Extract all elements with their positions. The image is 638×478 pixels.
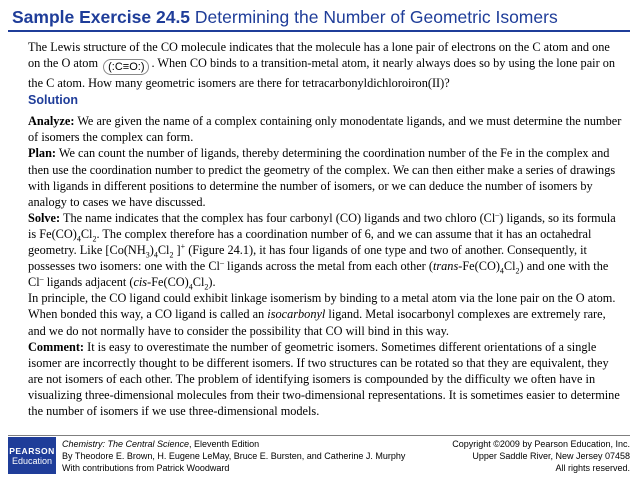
principle-paragraph: In principle, the CO ligand could exhibit linkage isomerism by binding to a metal atom via the lone pair on the O atom. When bonded this way, a CO ligand is called an isocarbonyl ligand. Metal isocarbonyl complexes are extremely rare, and we do not normally have to consider the possibility that CO will bind in this way.: [28, 291, 616, 338]
solve-paragraph: Solve: The name indicates that the complex has four carbonyl (CO) ligands and two chloro (Cl–) ligands, so its formula is $Fe(CO)_4Cl_2$. The complex therefore has a coordination number of 6, and we can assume that it has an octahedral geometry. Like [$Co(NH_3)_4Cl_2$ ]+ (Figure 24.1), it has four ligands of one type and two of another. Consequently, it possesses two isomers: one with the Cl– ligands across the metal from each other $(trans-Fe(CO)_4Cl_2)$ and one with the Cl– ligands adjacent $(cis-Fe(CO)_4Cl_2)$.: [28, 209, 616, 292]
comment-paragraph: Comment: It is easy to overestimate the number of geometric isomers. Sometimes different orientations of a single isomer are incorrectly thought to be different isomers. If two structures can be rotated so that they are equivalent, they are not isomers of each other. The problem of identifying isomers is compounded by the difficulty we often have in visualizing three-dimensional molecules from their two-dimensional representations. It is sometimes easier to determine the number of isomers if we use three-dimensional models.: [28, 339, 620, 418]
analyze-paragraph: Analyze: We are given the name of a complex containing only monodentate ligands, and we must determine the number of isomers the complex can form.: [28, 114, 622, 145]
footer-divider: [8, 435, 630, 436]
book-citation: Chemistry: The Central Science, Eleventh Edition By Theodore E. Brown, H. Eugene LeMay, Bruce E. Bursten, and Catherine J. Murphy With contributions from Patrick Woodward: [62, 439, 406, 473]
slide-title: [12, 7, 628, 28]
slide-body: [28, 39, 624, 419]
exercise-number: Sample Exercise 24.5: [12, 7, 191, 27]
exercise-title: Determining the Number of Geometric Isomers: [194, 7, 558, 27]
solution-heading: Solution: [28, 93, 78, 108]
pearson-logo: PEARSON Education: [8, 437, 56, 474]
copyright-notice: Copyright ©2009 by Pearson Education, Inc. Upper Saddle River, New Jersey 07458 All rights reserved.: [452, 439, 630, 473]
title-divider: [8, 30, 630, 32]
plan-paragraph: Plan: We can count the number of ligands, thereby determining the coordination number of the Fe in the complex and then use the coordination number to predict the geometry of the complex. We can then either make a series of drawings with ligands in different positions to determine the number of isomers, or we can deduce the number of isomers by analogy to cases we have discussed.: [28, 146, 616, 209]
co-lewis-structure: (:C≡O:): [103, 59, 149, 75]
problem-statement: The Lewis structure of the CO molecule indicates that the molecule has a lone pair of electrons on the C atom and one on the O atom (:C≡O:) . When CO binds to a transition-metal atom, it nearly always does so by using the lone pair on the C atom. How many geometric isomers are there for tetracarbonyldichloroiron(II)?: [28, 40, 616, 91]
